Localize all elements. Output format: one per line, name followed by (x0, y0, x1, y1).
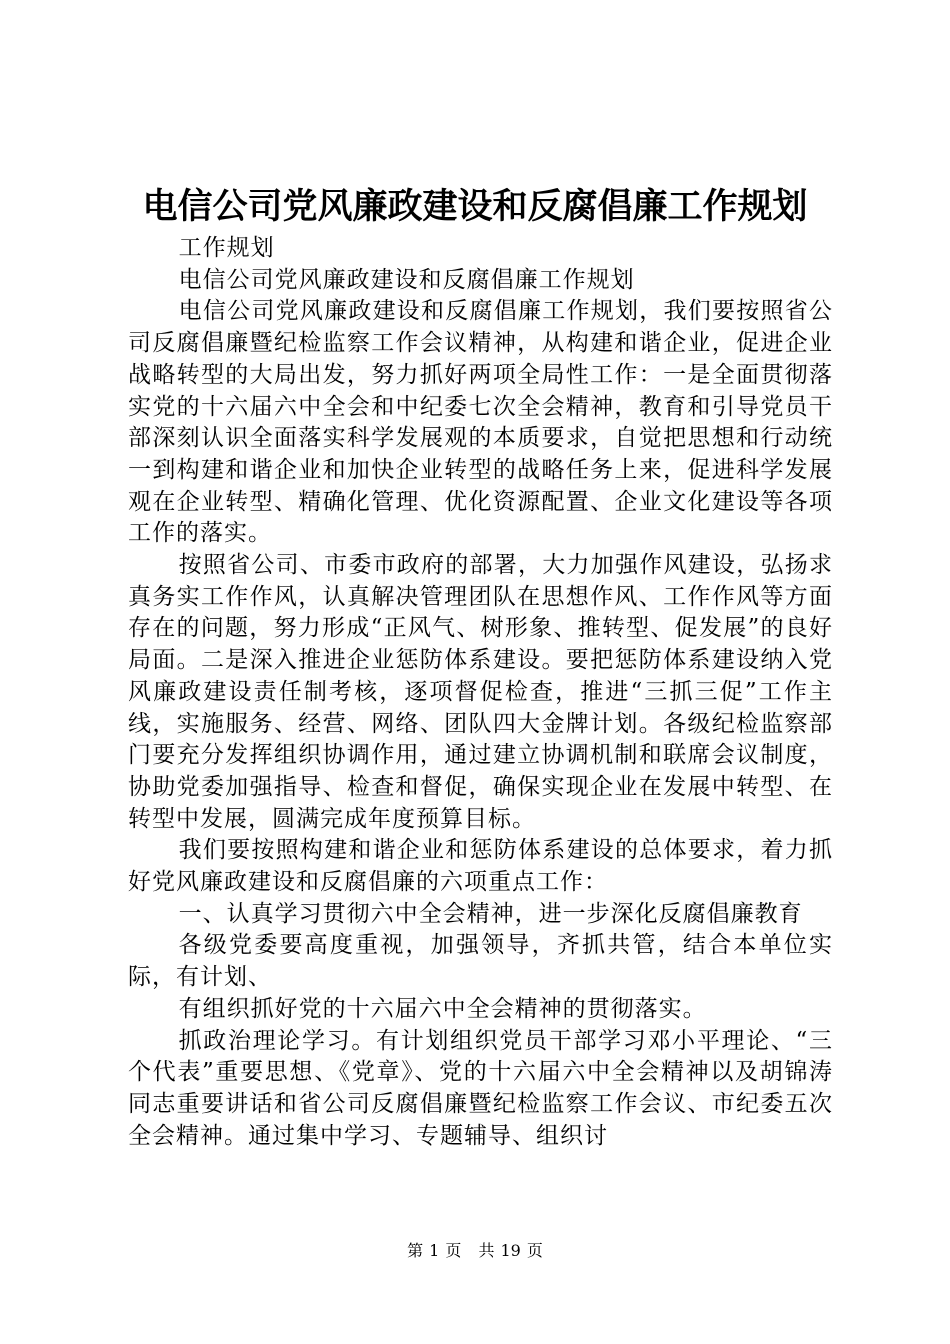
paragraph-subtitle: 电信公司党风廉政建设和反腐倡廉工作规划 (178, 266, 635, 293)
total-label: 共 (478, 1241, 495, 1260)
document-title: 电信公司党风廉政建设和反腐倡廉工作规划 (142, 186, 808, 227)
paragraph-intro: 电信公司党风廉政建设和反腐倡廉工作规划，我们要按照省公司反腐倡廉暨纪检监察工作会议精神，从构建和谐企业，促进企业战略转型的大局出发，努力抓好两项全局性工作：一是全面贯彻落实党的十六届六中全会和中纪委七次全会精神，教育和引导党员干部深刻认识全面落实科学发展观的本质要求，自觉把思想和行动统一到构建和谐企业和加快企业转型的战略任务上来，促进科学发展观在企业转型、精确化管理、优化资源配置、企业文化建设等各项工作的落实。 (128, 298, 833, 547)
paragraph-key-tasks: 我们要按照构建和谐企业和惩防体系建设的总体要求，着力抓好党风廉政建设和反腐倡廉的六项重点工作： (128, 837, 833, 896)
page-current: 1 (429, 1241, 440, 1260)
paragraph-work-style: 按照省公司、市委市政府的部署，大力加强作风建设，弘扬求真务实工作作风，认真解决管理团队在思想作风、工作作风等方面存在的问题，努力形成“正风气、树形象、推转型、促发展”的良好局面。二是深入推进企业惩防体系建设。要把惩防体系建设纳入党风廉政建设责任制考核，逐项督促检查，推进“三抓三促”工作主线，实施服务、经营、网络、团队四大金牌计划。各级纪检监察部门要充分发挥组织协调作用，通过建立协调机制和联席会议制度，协助党委加强指导、检查和督促，确保实现企业在发展中转型、在转型中发展，圆满完成年度预算目标。 (128, 552, 833, 832)
paragraph-theory-study: 抓政治理论学习。有计划组织党员干部学习邓小平理论、“三个代表”重要思想、《党章》、党的十六届六中全会精神以及胡锦涛同志重要讲话和省公司反腐倡廉暨纪检监察工作会议、市纪委五次全会精神。通过集中学习、专题辅导、组织讨 (128, 1027, 833, 1149)
paragraph-implementation: 有组织抓好党的十六届六中全会精神的贯彻落实。 (178, 995, 707, 1022)
paragraph-party-committees: 各级党委要高度重视，加强领导，齐抓共管，结合本单位实际，有计划、 (128, 932, 833, 991)
page-label: 第 (407, 1241, 424, 1260)
page-footer (0, 1240, 950, 1262)
paragraph-doc-type: 工作规划 (178, 235, 275, 261)
page-number (404, 1241, 464, 1260)
total-count: 19 (500, 1241, 521, 1260)
page-unit: 页 (445, 1241, 462, 1260)
total-unit: 页 (526, 1241, 543, 1260)
document-body (128, 233, 833, 1152)
page-total (475, 1241, 545, 1260)
paragraph-section-heading-1: 一、认真学习贯彻六中全会精神，进一步深化反腐倡廉教育 (178, 900, 803, 927)
